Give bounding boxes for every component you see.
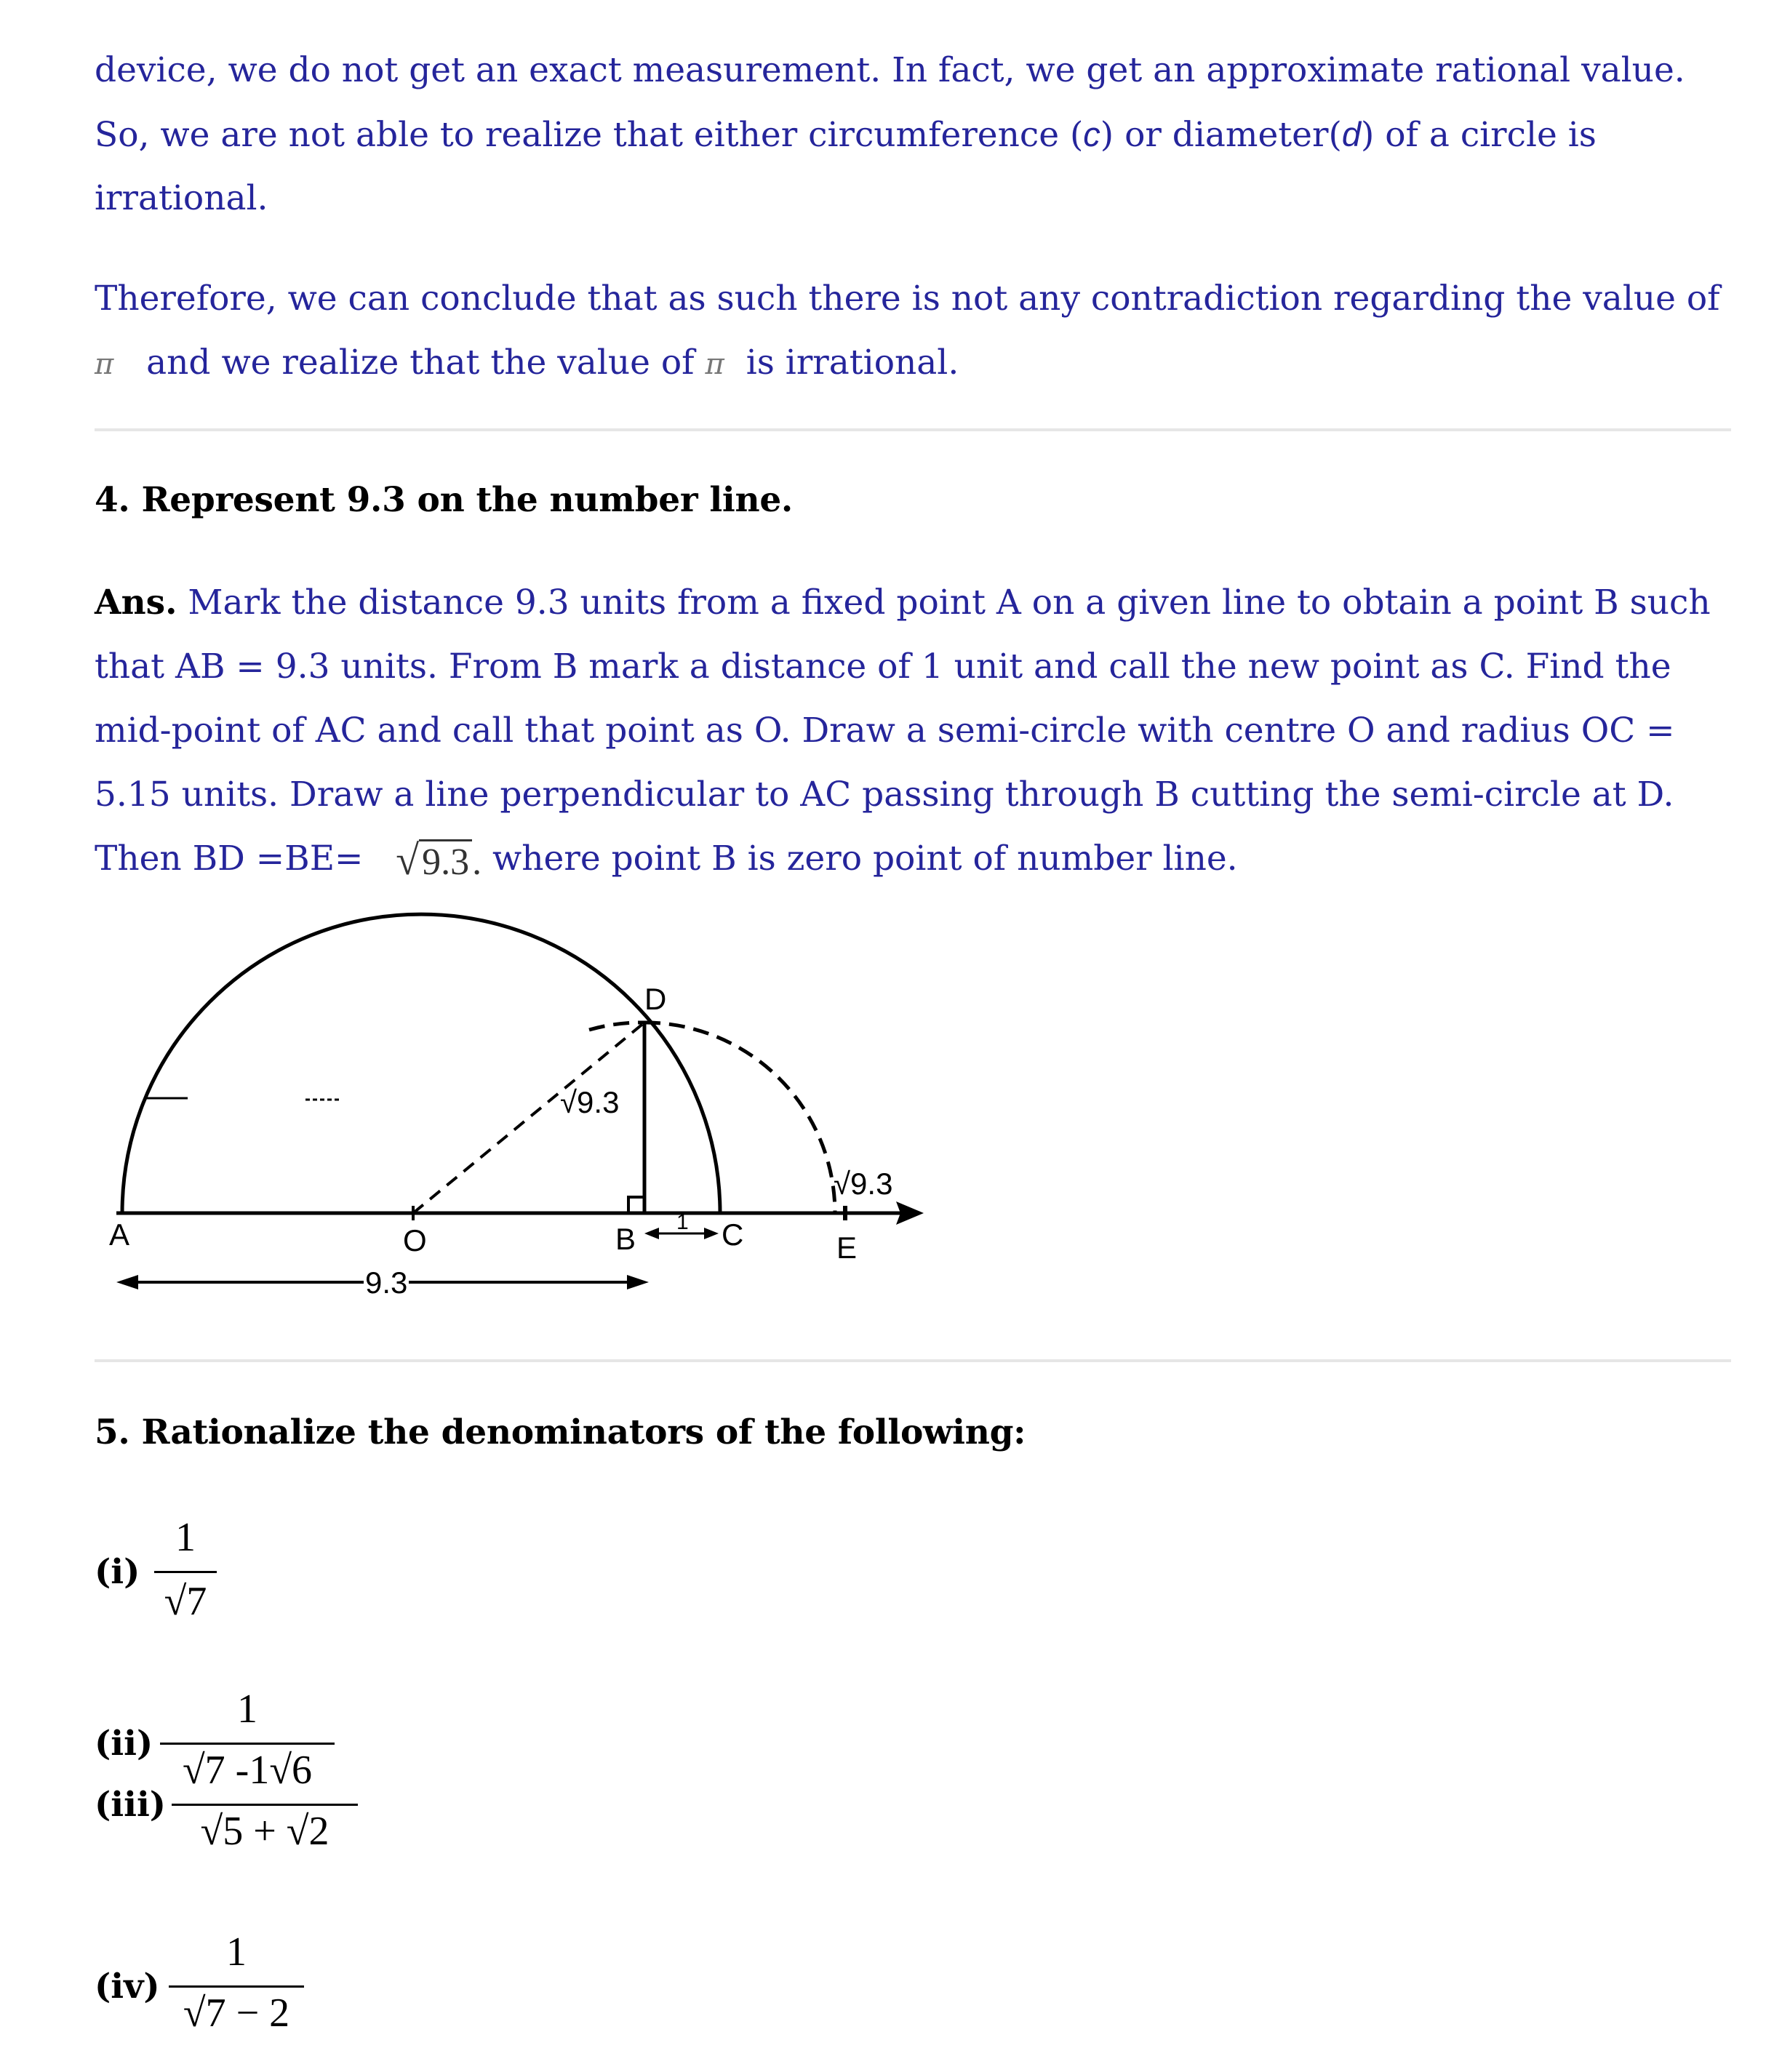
answer-4 — [95, 571, 1731, 891]
pi-symbol: π — [705, 348, 724, 381]
fraction-bar — [169, 1985, 304, 1988]
text-line: Therefore, we can conclude that as such there is not any contradiction regarding the value of — [95, 279, 1720, 319]
denominator: √7 — [164, 1579, 207, 1624]
label-d: D — [644, 982, 667, 1016]
arrowhead-right — [627, 1275, 649, 1289]
text-fragment: where point B is zero point of number line. — [492, 839, 1238, 879]
text-line: device, we do not get an exact measurement. In fact, we get an approximate rational value. — [95, 50, 1685, 90]
number-line-figure — [95, 902, 946, 1309]
label-ab-length: 9.3 — [365, 1265, 408, 1300]
sqrt-radicand: 9.3 — [419, 839, 472, 883]
paragraph-conclusion — [95, 267, 1731, 395]
text-fragment: So, we are not able to realize that either circumference ( — [95, 115, 1084, 155]
item-label: (i) — [95, 1552, 140, 1592]
label-b: B — [615, 1222, 636, 1256]
text-fragment: Then BD =BE= — [95, 839, 364, 879]
question-4-title: 4. Represent 9.3 on the number line. — [95, 480, 793, 520]
answer-label: Ans. — [95, 583, 177, 623]
text-line: irrational. — [95, 178, 268, 218]
variable-d: d — [1341, 115, 1361, 153]
text-line — [95, 331, 1731, 395]
arrowhead-right — [704, 1228, 719, 1239]
text-line: 5.15 units. Draw a line perpendicular to AC passing through B cutting the semi-circle at D. — [95, 775, 1674, 815]
text-fragment: ) or diameter( — [1100, 115, 1342, 155]
label-one: 1 — [676, 1210, 689, 1234]
text-line — [95, 571, 1731, 635]
text-line: that AB = 9.3 units. From B mark a distance of 1 unit and call the new point as C. Find the — [95, 647, 1671, 687]
text-line: mid-point of AC and call that point as O. Draw a semi-circle with centre O and radius OC = — [95, 711, 1675, 751]
numerator: 1 — [237, 1687, 257, 1732]
section-divider — [95, 1359, 1731, 1362]
label-e: E — [836, 1231, 858, 1265]
label-c: C — [722, 1217, 744, 1252]
denominator: √7 -1√6 — [182, 1748, 313, 1793]
label-sqrt-be: √9.3 — [834, 1167, 893, 1201]
denominator: √5 + √2 — [200, 1809, 329, 1854]
text-fragment: and we realize that the value of — [146, 343, 695, 383]
pi-symbol: π — [95, 348, 114, 381]
text-line — [95, 103, 1731, 167]
numerator: 1 — [175, 1515, 196, 1560]
semicircle-arc — [122, 914, 720, 1213]
fraction-bar — [160, 1743, 335, 1745]
item-label: (iv) — [95, 1967, 160, 2007]
sqrt-expression: √9.3. — [396, 836, 482, 884]
question-5-title: 5. Rationalize the denominators of the following: — [95, 1412, 1026, 1452]
right-angle-marker — [628, 1197, 644, 1213]
variable-c: c — [1083, 115, 1100, 153]
label-sqrt-bd: √9.3 — [560, 1085, 620, 1119]
arrowhead-left — [644, 1228, 659, 1239]
fraction-bar — [172, 1804, 358, 1806]
paragraph-measurement — [95, 39, 1731, 231]
denominator: √7 − 2 — [183, 1991, 290, 2036]
text-fragment: is irrational. — [746, 343, 959, 383]
fraction-bar — [154, 1571, 217, 1573]
numerator: 1 — [226, 1929, 247, 1975]
text-fragment: ) of a circle is — [1360, 115, 1597, 155]
item-label: (iii) — [95, 1785, 167, 1825]
item-label: (ii) — [95, 1724, 153, 1764]
text-fragment: Mark the distance 9.3 units from a fixed point A on a given line to obtain a point B such — [188, 583, 1711, 623]
label-a: A — [109, 1217, 130, 1252]
label-o: O — [403, 1223, 427, 1257]
text-line — [95, 827, 1731, 891]
arrowhead-left — [116, 1275, 138, 1289]
section-divider — [95, 428, 1731, 431]
